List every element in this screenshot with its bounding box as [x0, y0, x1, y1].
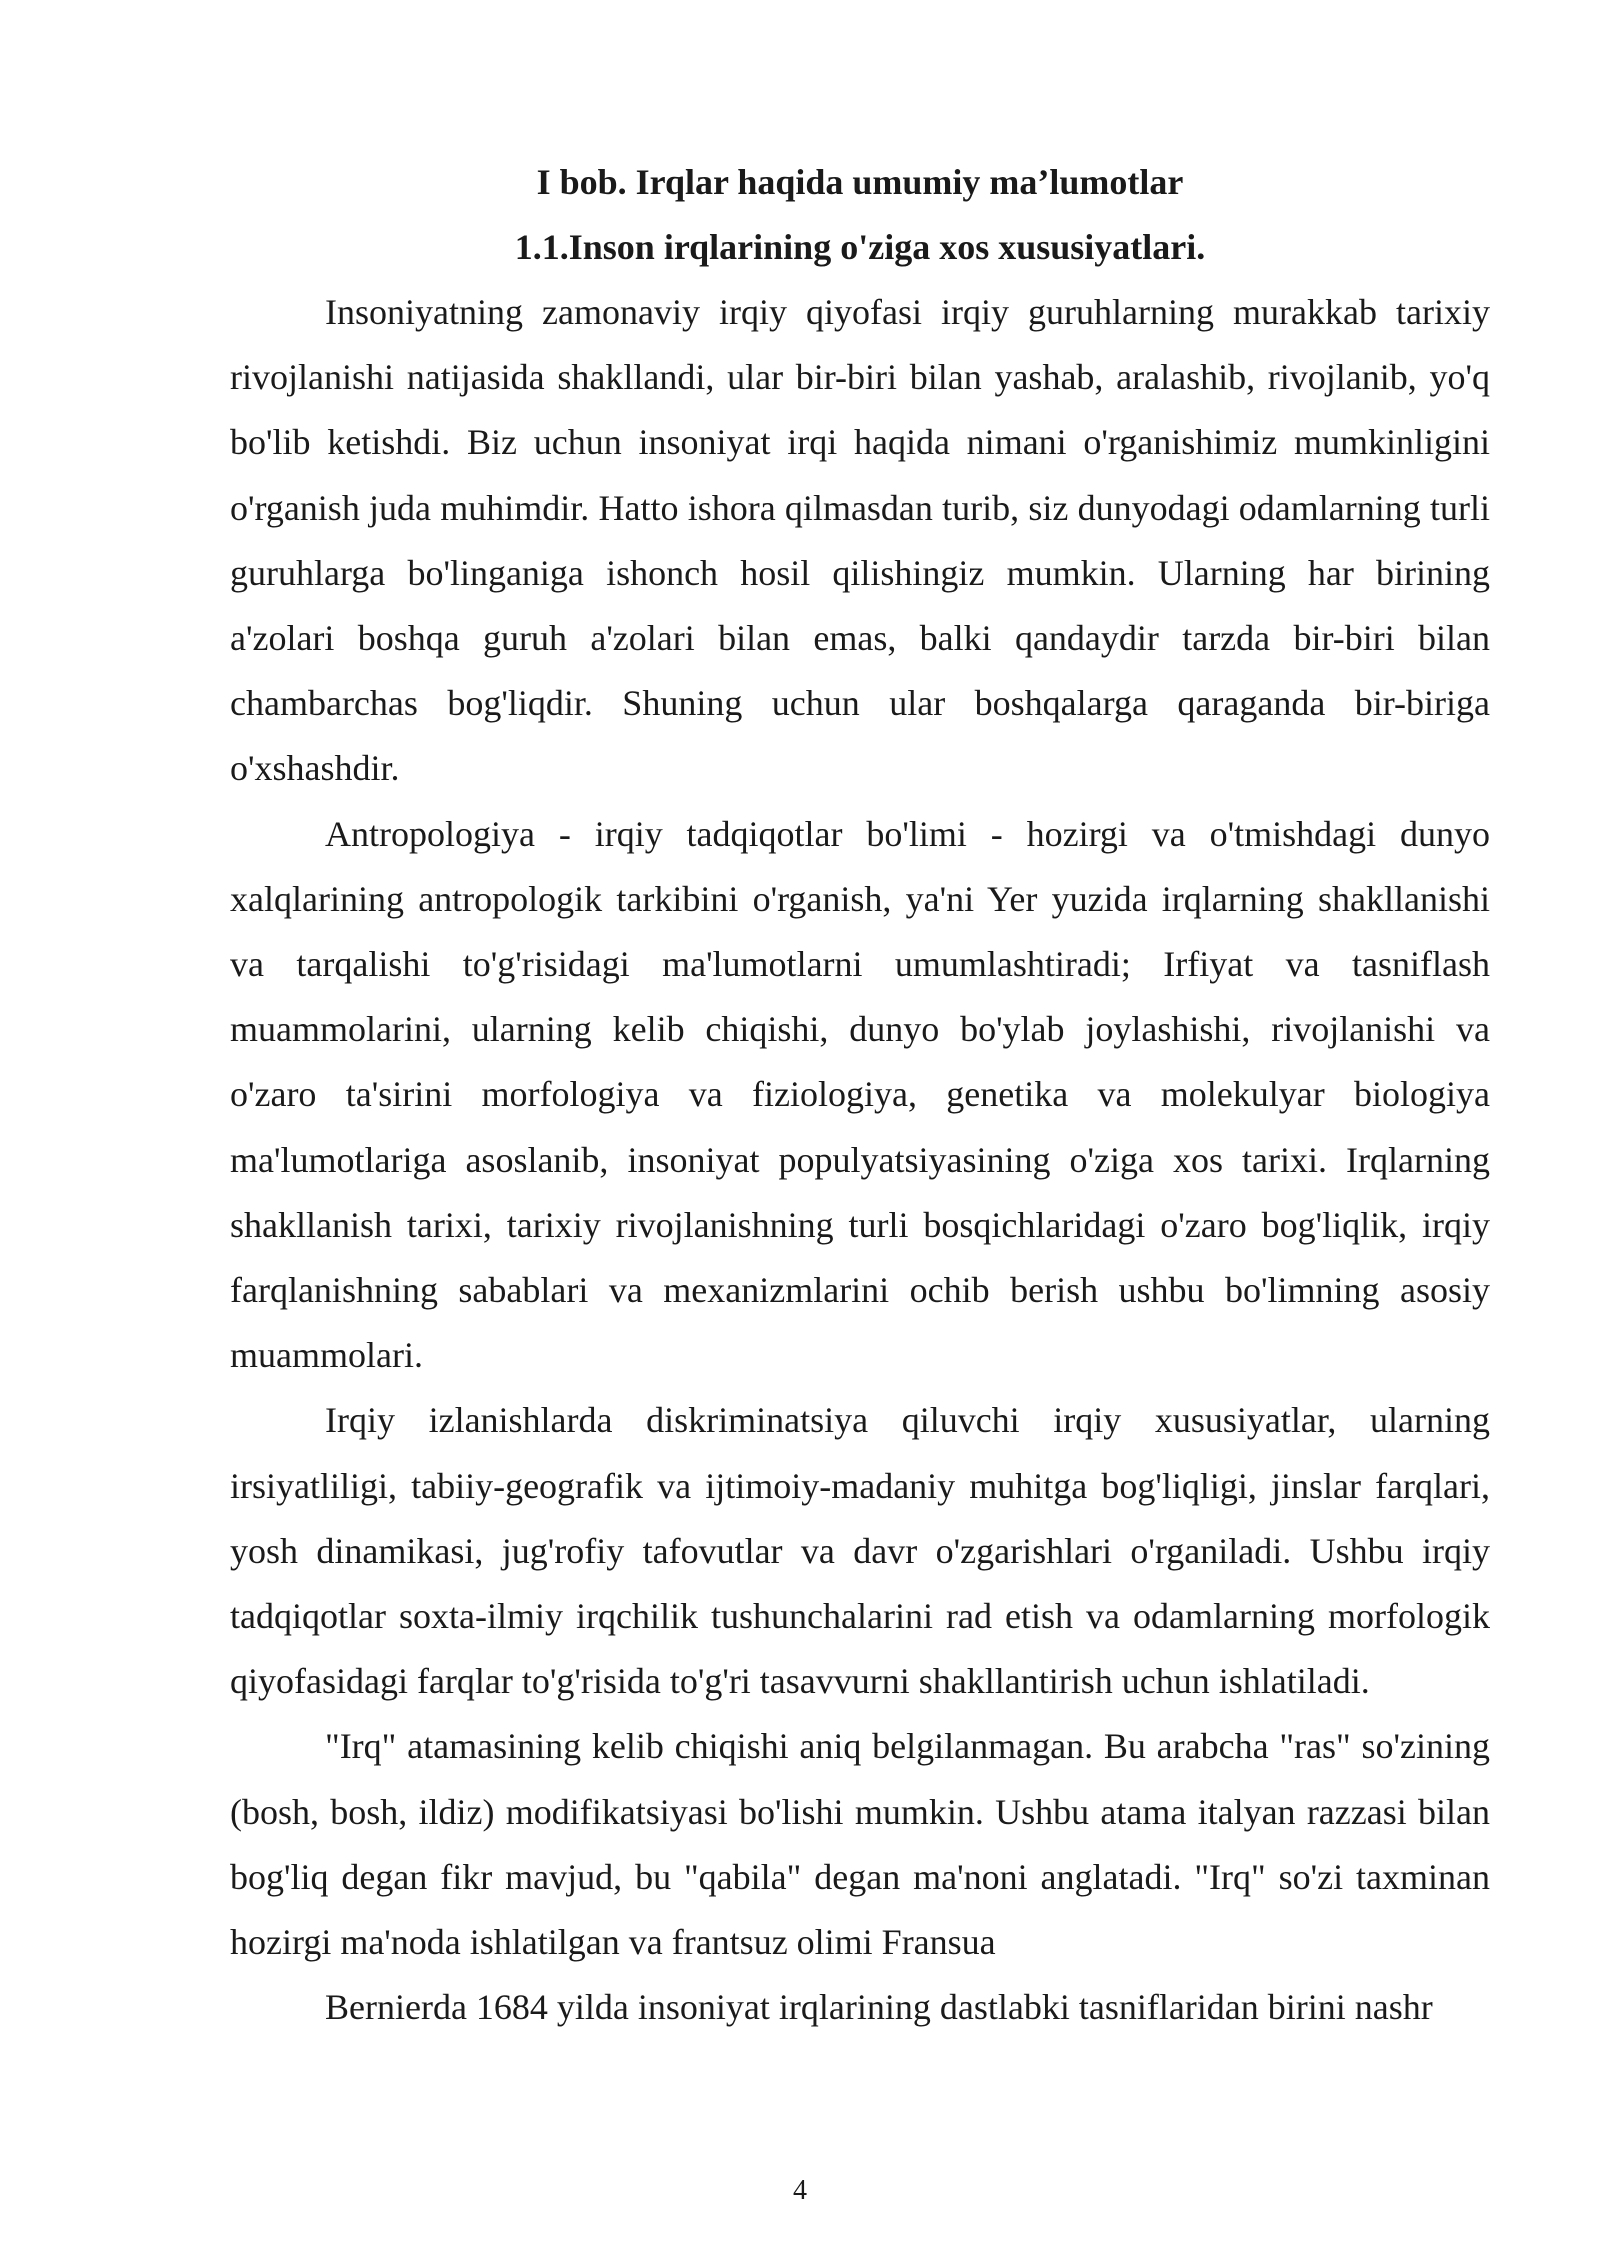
paragraph-2: Antropologiya - irqiy tadqiqotlar bo'limi - hozirgi va o'tmishdagi dunyo xalqlarining antropologik tarkibini o'rganish, ya'ni Yer yuzida irqlarning shakllanishi va tarqalishi to'g'risidagi ma'lumotlarni umumlashtiradi; Irfiyat va tasniflash muammolarini, ularning kelib chiqishi, dunyo bo'ylab joylashishi, rivojlanishi va o'zaro ta'sirini morfologiya va fiziologiya, genetika va molekulyar biologiya ma'lumotlariga asoslanib, insoniyat populyatsiyasining o'ziga xos tarixi. Irqlarning shakllanish tarixi, tarixiy rivojlanishning turli bosqichlaridagi o'zaro bog'liqlik, irqiy farqlanishning sabablari va mexanizmlarini ochib berish ushbu bo'limning asosiy muammolari.: [230, 813, 1490, 1376]
page-content: [230, 150, 1490, 2040]
paragraph-4: "Irq" atamasining kelib chiqishi aniq belgilanmagan. Bu arabcha "ras" so'zining (bosh, bosh, ildiz) modifikatsiyasi bo'lishi mumkin. Ushbu atama italyan razzasi bilan bog'liq degan fikr mavjud, bu "qabila" degan ma'noni anglatadi. "Irq" so'zi taxminan hozirgi ma'noda ishlatilgan va frantsuz olimi Fransua: [230, 1726, 1490, 1963]
section-title: 1.1.Inson irqlarining o'ziga xos xususiyatlari.: [514, 227, 1206, 267]
page-number: 4: [793, 2175, 807, 2206]
paragraph-3: Irqiy izlanishlarda diskriminatsiya qiluvchi irqiy xususiyatlar, ularning irsiyatliligi, tabiiy-geografik va ijtimoiy-madaniy muhitga bog'liqligi, jinslar farqlari, yosh dinamikasi, jug'rofiy tafovutlar va davr o'zgarishlari o'rganiladi. Ushbu irqiy tadqiqotlar soxta-ilmiy irqchilik tushunchalarini rad etish va odamlarning morfologik qiyofasidagi farqlar to'g'risida to'g'ri tasavvurni shakllantirish uchun ishlatiladi.: [230, 1400, 1490, 1702]
chapter-title: I bob. Irqlar haqida umumiy ma’lumotlar: [536, 162, 1184, 202]
paragraph-1: Insoniyatning zamonaviy irqiy qiyofasi irqiy guruhlarning murakkab tarixiy rivojlanishi natijasida shakllandi, ular bir-biri bilan yashab, aralashib, rivojlanib, yo'q bo'lib ketishdi. Biz uchun insoniyat irqi haqida nimani o'rganishimiz mumkinligini o'rganish juda muhimdir. Hatto ishora qilmasdan turib, siz dunyodagi odamlarning turli guruhlarga bo'linganiga ishonch hosil qilishingiz mumkin. Ularning har birining a'zolari boshqa guruh a'zolari bilan emas, balki qandaydir tarzda bir-biri bilan chambarchas bog'liqdir. Shuning uchun ular boshqalarga qaraganda bir-biriga o'xshashdir.: [230, 292, 1490, 789]
paragraph-5: Bernierda 1684 yilda insoniyat irqlarining dastlabki tasniflaridan birini nashr: [325, 1987, 1433, 2028]
